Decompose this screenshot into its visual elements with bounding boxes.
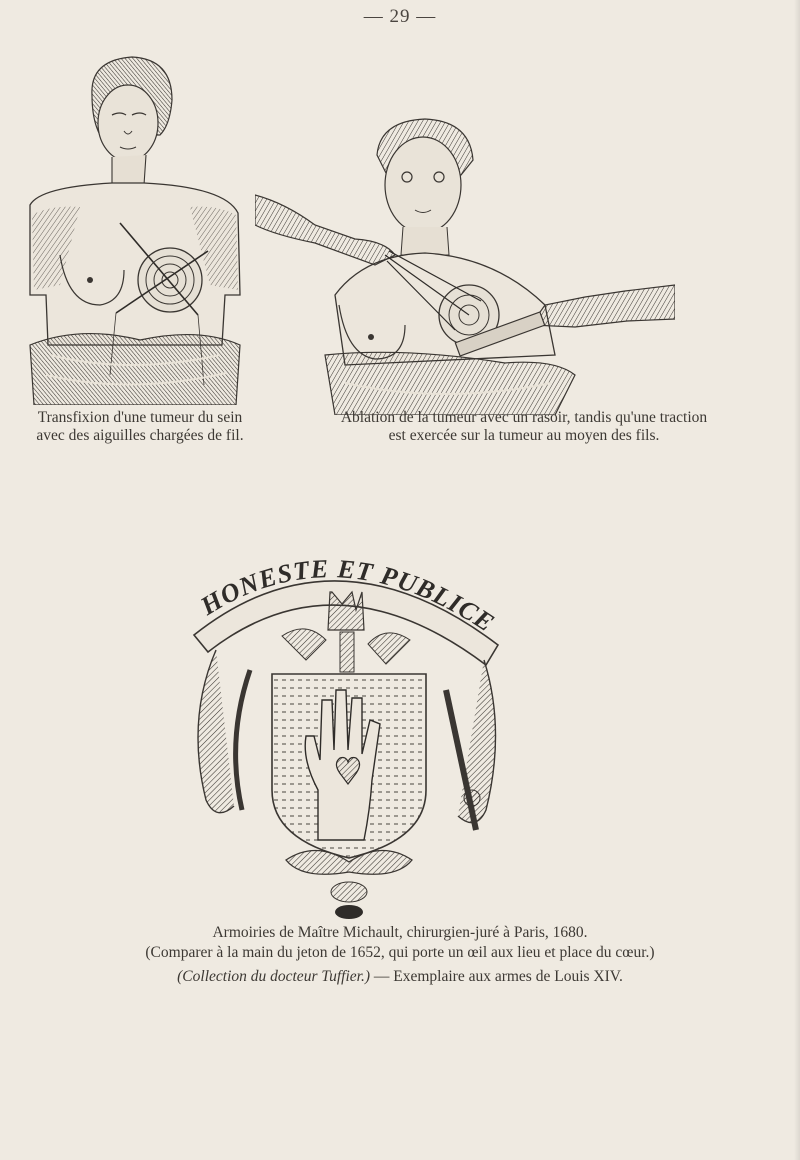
- caption-line: avec des aiguilles chargées de fil.: [36, 427, 244, 444]
- caption-transfixion: [10, 409, 270, 445]
- collection-credit: (Collection du docteur Tuffier.): [177, 968, 371, 985]
- exemplaire-note: — Exemplaire aux armes de Louis XIV.: [370, 968, 623, 985]
- caption-line: est exercée sur la tumeur au moyen des fils.: [388, 427, 660, 444]
- caption-line: (Comparer à la main du jeton de 1652, qui porte un œil aux lieu et place du cœur.): [145, 944, 655, 961]
- caption-coat-of-arms: [0, 923, 800, 987]
- engraving-transfixion: [20, 55, 250, 405]
- caption-line: [0, 967, 800, 987]
- caption-line: Transfixion d'une tumeur du sein: [37, 409, 243, 426]
- caption-line: Armoiries de Maître Michault, chirurgien-juré à Paris, 1680.: [212, 924, 588, 941]
- engraving-ablation: [255, 115, 675, 415]
- page-edge-shadow: [794, 0, 800, 1160]
- banner-motto: HONESTE ET PUBLICE: [195, 554, 500, 638]
- page-number: — 29 —: [363, 6, 437, 27]
- coat-of-arms-engraving: [186, 540, 506, 920]
- caption-line: Ablation de la tumeur avec un rasoir, tandis qu'une traction: [340, 409, 708, 426]
- caption-ablation: [254, 409, 794, 445]
